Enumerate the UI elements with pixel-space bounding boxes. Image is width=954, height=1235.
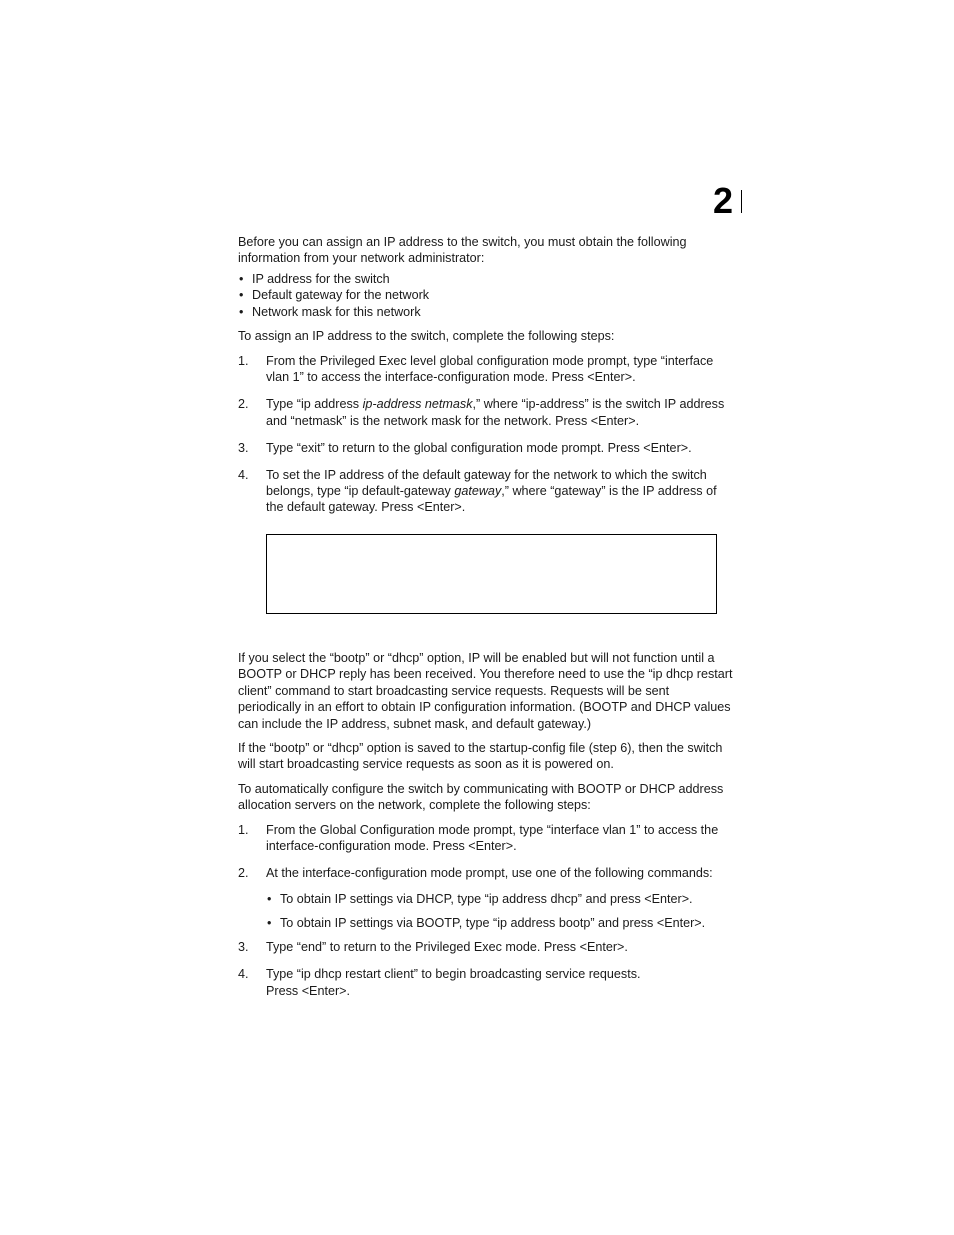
steps-intro: To automatically configure the switch by communicating with BOOTP or DHCP address allocation servers on the network, complete the following steps: <box>238 781 724 813</box>
step-4 <box>238 966 733 999</box>
step-text: From the Global Configuration mode prompt, type “interface vlan 1” to access the interface-configuration mode. Press <Enter>. <box>266 822 719 854</box>
section-ip-dynamic <box>238 650 733 1010</box>
step-number: 3. <box>238 440 249 455</box>
list-item: • IP address for the switch <box>239 271 390 286</box>
step-number: 4. <box>238 467 249 482</box>
list-item: • Network mask for this network <box>239 304 421 319</box>
bullet-glyph: • <box>267 916 272 931</box>
chapter-number: 2 <box>713 180 734 221</box>
step-4 <box>238 467 733 516</box>
step-number: 1. <box>238 353 249 368</box>
step-2 <box>238 396 733 429</box>
step-text: To set the IP address of the default gateway for the network to which the switch belongs, type “ip default-gateway gateway,” where “gateway” is the IP address of the default gateway. Press <Enter>. <box>266 467 717 515</box>
step-text: At the interface-configuration mode prompt, use one of the following commands: <box>266 866 713 881</box>
step-number: 1. <box>238 822 249 837</box>
list-item: • Default gateway for the network <box>239 288 430 303</box>
sub-bullet-dhcp: • To obtain IP settings via DHCP, type “ip address dhcp” and press <Enter>. <box>267 892 693 907</box>
bootp-dhcp-paragraph: If you select the “bootp” or “dhcp” option, IP will be enabled but will not function until a BOOTP or DHCP reply has been received. You therefore need to use the “ip dhcp restart client” command to start broadcasting service requests. Requests will be sent periodically in an effort to obtain IP configuration information. (BOOTP and DHCP values can include the IP address, subnet mask, and default gateway.) <box>238 651 733 731</box>
step-text: From the Privileged Exec level global configuration mode prompt, type “interface vlan 1” to access the interface-configuration mode. Press <Enter>. <box>266 353 714 385</box>
step-text: Type “ip dhcp restart client” to begin broadcasting service requests. Press <Enter>. <box>266 967 641 998</box>
sub-bullet-bootp: • To obtain IP settings via BOOTP, type “ip address bootp” and press <Enter>. <box>267 916 706 931</box>
section-ip-manual <box>238 234 733 526</box>
step-3 <box>238 939 733 955</box>
step-number: 4. <box>238 967 249 982</box>
step-number: 3. <box>238 940 249 955</box>
intro-paragraph: Before you can assign an IP address to the switch, you must obtain the following information from your network administrator: <box>238 235 687 266</box>
bullet-glyph: • <box>239 288 244 303</box>
step-2 <box>238 865 733 881</box>
step-number: 2. <box>238 397 249 412</box>
step-number: 2. <box>238 866 249 881</box>
step-3 <box>238 440 733 456</box>
step-1 <box>238 353 733 386</box>
example-box <box>266 534 717 614</box>
step-text: Type “end” to return to the Privileged Exec mode. Press <Enter>. <box>266 940 628 955</box>
step-1 <box>238 822 733 855</box>
bullet-glyph: • <box>239 304 244 319</box>
step-text: Type “exit” to return to the global configuration mode prompt. Press <Enter>. <box>266 440 692 455</box>
steps-intro: To assign an IP address to the switch, complete the following steps: <box>238 329 615 344</box>
step-text: Type “ip address ip-address netmask,” where “ip-address” is the switch IP address and “netmask” is the network mask for the network. Press <Enter>. <box>266 397 725 428</box>
chapter-bar <box>741 190 742 213</box>
startup-config-paragraph: If the “bootp” or “dhcp” option is saved to the startup-config file (step 6), then the switch will start broadcasting service requests as soon as it is powered on. <box>238 741 723 772</box>
bullet-glyph: • <box>239 271 244 286</box>
bullet-glyph: • <box>267 892 272 907</box>
requirements-list <box>238 271 733 321</box>
